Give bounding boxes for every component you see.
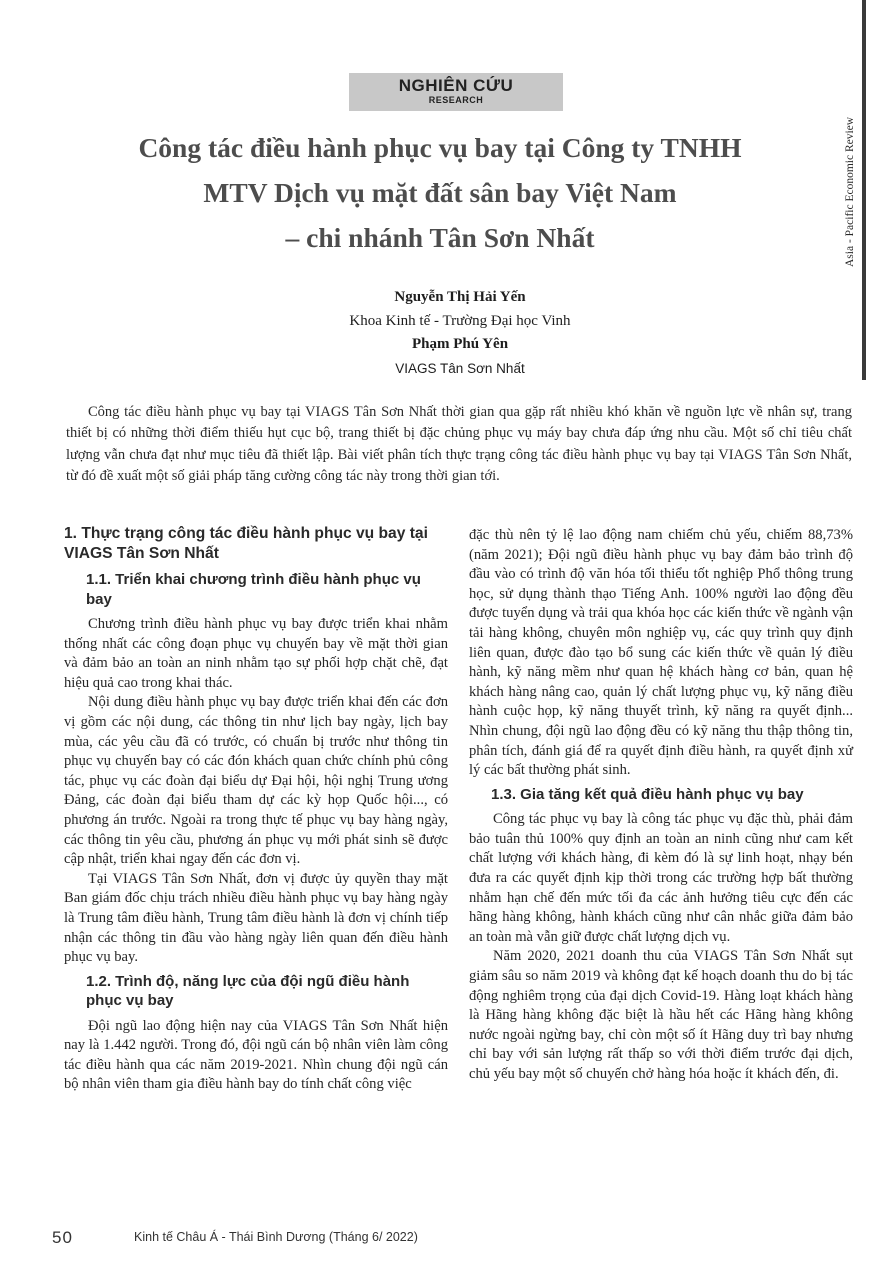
author-name: Nguyễn Thị Hải Yến [394, 289, 526, 305]
left-column [64, 524, 448, 1095]
author-affiliation: VIAGS Tân Sơn Nhất [395, 360, 525, 376]
paragraph: Năm 2020, 2021 doanh thu của VIAGS Tân Sơn Nhất sụt giảm sâu so năm 2019 và không đạt kế hoạch doanh thu do bị tác động nghiêm trọng của đại dịch Covid-19. Hàng loạt khách hàng là Hãng hàng không đặc biệt là hầu hết các Hãng hàng không nước ngoài ngừng bay, chỉ còn một số ít Hãng duy trì bay nhưng chỉ bay với sản lượng rất thấp so với thời điểm trước đại dịch, chủ yếu bay một số chuyến chở hàng hóa hoặc ít khách đến, đi. [469, 948, 853, 1082]
paragraph: Công tác phục vụ bay là công tác phục vụ đặc thù, phải đảm bảo tuân thủ 100% quy định an toàn an ninh cũng như cam kết chất lượng với khách hàng, đi kèm đó là sự linh hoạt, nhạy bén đưa ra các quyết định kịp thời trong các trường hợp bất thường nhằm hạn chế đến mức tối đa các ảnh hưởng tiêu cực đến các hãng hàng không, hành khách cũng như cân nhắc giữa đảm bảo an toàn mà vẫn giữ được chất lượng dịch vụ. [469, 811, 853, 945]
section-title: NGHIÊN CỨU [398, 76, 514, 95]
abstract: Công tác điều hành phục vụ bay tại VIAGS Tân Sơn Nhất thời gian qua gặp rất nhiều khó khăn về nguồn lực về nhân sự, trang thiết bị có những thời điểm thiếu hụt cục bộ, trang thiết bị đặc chủng phục vụ máy bay chưa đáp ứng nhu cầu. Một số chỉ tiêu chất lượng vẫn chưa đạt như mục tiêu đã thiết lập. Bài viết phân tích thực trạng công tác điều hành phục vụ bay tại VIAGS Tân Sơn Nhất, từ đó đề xuất một số giải pháp tăng cường công tác này trong thời gian tới. [66, 404, 852, 485]
subsection-heading: 1.1. Triển khai chương trình điều hành phục vụ bay [86, 571, 421, 608]
section-header [349, 73, 563, 111]
paragraph: Đội ngũ lao động hiện nay của VIAGS Tân Sơn Nhất hiện nay là 1.442 người. Trong đó, đội ngũ cán bộ nhân viên làm công tác điều hành qua các năm 2019-2021. Nhìn chung đội ngũ cán bộ nhân viên tham gia điều hành bay do tính chất công việc [64, 1017, 448, 1093]
author-block [200, 286, 720, 380]
subsection-heading: 1.2. Trình độ, năng lực của đội ngũ điều hành phục vụ bay [86, 972, 410, 1010]
paragraph: đặc thù nên tỷ lệ lao động nam chiếm chủ yếu, chiếm 88,73% (năm 2021); Đội ngũ điều hành phục vụ bay đảm bảo trình độ đầu vào có trình độ văn hóa tối thiểu tốt nghiệp Phổ thông trung học, sử dụng thành thạo Tiếng Anh. 100% người lao động đều được tuyển dụng và trải qua khóa học các kiến thức về ngành vận tải hàng không, chuyên môn nghiệp vụ, các quy trình quy định liên quan, được đào tạo bổ sung các kiến thức về quản lý điều hành, kỹ năng mềm như quan hệ khách hàng cơ bản, quan hệ khách hàng nâng cao, quản lý chất lượng phục vụ, kỹ năng điều hành cuộc họp, kỹ năng thuyết trình, kỹ năng ra quyết định... Nhìn chung, đội ngũ lao động đều có kỹ năng thu thập thông tin, phân tích, đánh giá để ra quyết định điều hành, ra quyết định xử lý các bất thường phát sinh. [469, 527, 853, 779]
section-subtitle: RESEARCH [428, 95, 484, 105]
subsection-heading: 1.3. Gia tăng kết quả điều hành phục vụ bay [491, 785, 804, 803]
paragraph: Nội dung điều hành phục vụ bay được triển khai đến các đơn vị gồm các nội dung, các thông tin như lịch bay ngày, lịch bay mùa, các yêu cầu đã có trước, có chuẩn bị trước như thông tin phục vụ chuyến bay có các đón khách quan chức chính phủ công tác, phục vụ các đoàn đại biểu dự Đại hội, hội nghị Trung ương Đảng, các đoàn đại biểu tham dự các kỳ họp Quốc hội..., có phương án trước. Ngoài ra trong thực tế phục vụ bay hàng ngày, các thông tin yêu cầu, phương án phục vụ mới phát sinh sẽ được cập nhật, triển khai ngay đến các đơn vị. [64, 694, 448, 868]
journal-side-label: Asia - Pacific Economic Review [844, 116, 856, 268]
author-name: Phạm Phú Yên [411, 336, 509, 352]
title-line: – chi nhánh Tân Sơn Nhất [285, 222, 595, 253]
section-heading: 1. Thực trạng công tác điều hành phục vụ bay tại VIAGS Tân Sơn Nhất [64, 525, 428, 562]
page-number: 50 [52, 1228, 73, 1247]
title-line: Công tác điều hành phục vụ bay tại Công ty TNHH [138, 132, 742, 163]
article-title [60, 125, 820, 260]
paragraph: Tại VIAGS Tân Sơn Nhất, đơn vị được ủy quyền thay mặt Ban giám đốc chịu trách nhiều điều hành phục vụ bay hàng ngày là Trung tâm điều hành, Trung tâm điều hành là đơn vị chính tiếp nhận các thông tin đầu vào hàng ngày liên quan đến điều hành phục vụ bay. [64, 870, 448, 966]
author-affiliation: Khoa Kinh tế - Trường Đại học Vinh [349, 312, 571, 329]
paragraph: Chương trình điều hành phục vụ bay được triển khai nhằm thống nhất các công đoạn phục vụ chuyến bay về mặt thời gian và đảm bảo an toàn an ninh nhằm tạo sự phối hợp chặt chẽ, đạt hiệu quả cao trong khai thác. [64, 616, 448, 691]
right-column [469, 526, 853, 1085]
journal-name: Kinh tế Châu Á - Thái Bình Dương (Tháng 6/ 2022) [134, 1230, 418, 1244]
title-line: MTV Dịch vụ mặt đất sân bay Việt Nam [203, 177, 677, 208]
